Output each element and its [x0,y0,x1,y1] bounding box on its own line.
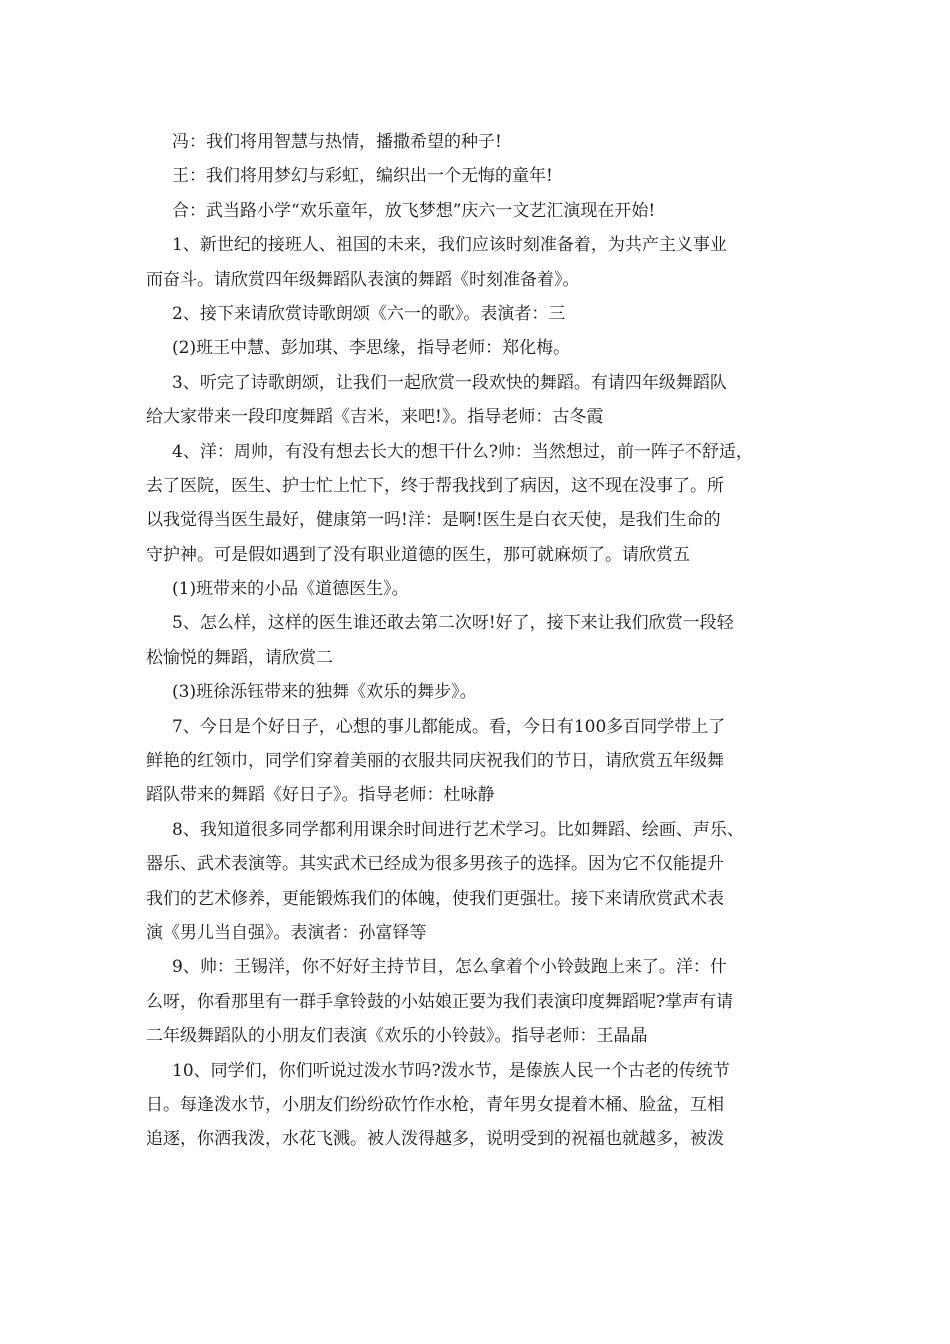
paragraph-line: 松愉悦的舞蹈，请欣赏二 [146,647,333,668]
paragraph-line: (1)班带来的小品《道德医生》。 [172,579,409,600]
paragraph-line: 而奋斗。请欣赏四年级舞蹈队表演的舞蹈《时刻准备着》。 [146,269,580,290]
paragraph-line: 守护神。可是假如遇到了没有职业道德的医生，那可就麻烦了。请欣赏五 [146,544,690,565]
paragraph-line: 我们的艺术修养，更能锻炼我们的体魄，使我们更强壮。接下来请欣赏武术表 [146,888,724,909]
paragraph-line: 蹈队带来的舞蹈《好日子》。指导老师：杜咏静 [146,785,495,806]
paragraph-line: 日。每逢泼水节，小朋友们纷纷砍竹作水枪，青年男女提着木桶、脸盆，互相 [146,1094,724,1115]
paragraph-line: 冯：我们将用智慧与热情，播撒希望的种子! [172,132,502,152]
paragraph-line: 4、洋：周帅，有没有想去长大的想干什么?帅：当然想过，前一阵子不舒适， [172,441,753,462]
paragraph-line: 以我觉得当医生最好，健康第一吗!洋：是啊!医生是白衣天使，是我们生命的 [146,510,721,531]
paragraph-line: 追逐，你洒我泼，水花飞溅。被人泼得越多，说明受到的祝福也就越多，被泼 [146,1129,724,1150]
paragraph-line: 器乐、武术表演等。其实武术已经成为很多男孩子的选择。因为它不仅能提升 [146,854,724,875]
paragraph-line: 10、同学们，你们听说过泼水节吗?泼水节，是傣族人民一个古老的传统节 [172,1060,730,1081]
document-body [146,125,826,1157]
paragraph-line: 给大家带来一段印度舞蹈《吉米，来吧!》。指导老师：古冬霞 [146,407,604,428]
paragraph-line: 去了医院，医生、护士忙上忙下，终于帮我找到了病因，这不现在没事了。所 [146,475,724,496]
paragraph-line: 9、帅：王锡洋，你不好好主持节目，怎么拿着个小铃鼓跑上来了。洋：什 [172,957,727,978]
paragraph-line: 7、今日是个好日子，心想的事儿都能成。看，今日有100多百同学带上了 [172,716,726,737]
paragraph-line: 鲜艳的红领巾，同学们穿着美丽的衣服共同庆祝我们的节日，请欣赏五年级舞 [146,751,724,772]
paragraph-line: 二年级舞蹈队的小朋友们表演《欢乐的小铃鼓》。指导老师：王晶晶 [146,1026,648,1047]
paragraph-line: 合：武当路小学“欢乐童年，放飞梦想”庆六一文艺汇演现在开始! [172,200,656,221]
paragraph-line: 王：我们将用梦幻与彩虹，编织出一个无悔的童年! [172,166,553,187]
paragraph-line: 1、新世纪的接班人、祖国的未来，我们应该时刻准备着，为共产主义事业 [172,235,727,256]
paragraph-line: 2、接下来请欣赏诗歌朗颂《六一的歌》。表演者：三 [172,303,566,324]
paragraph-line: 5、怎么样，这样的医生谁还敢去第二次呀!好了，接下来让我们欣赏一段轻 [172,613,734,634]
paragraph-line: (3)班徐泺钰带来的独舞《欢乐的舞步》。 [172,682,477,703]
paragraph-line: 演《男儿当自强》。表演者：孙富铎等 [146,922,427,943]
paragraph-line: 么呀，你看那里有一群手拿铃鼓的小姑娘正要为我们表演印度舞蹈呢?掌声有请 [146,991,734,1012]
paragraph-line: 8、我知道很多同学都利用课余时间进行艺术学习。比如舞蹈、绘画、声乐、 [172,819,744,840]
paragraph-line: (2)班王中慧、彭加琪、李思缘，指导老师：郑化梅。 [172,338,571,359]
paragraph-line: 3、听完了诗歌朗颂，让我们一起欣赏一段欢快的舞蹈。有请四年级舞蹈队 [172,372,727,393]
